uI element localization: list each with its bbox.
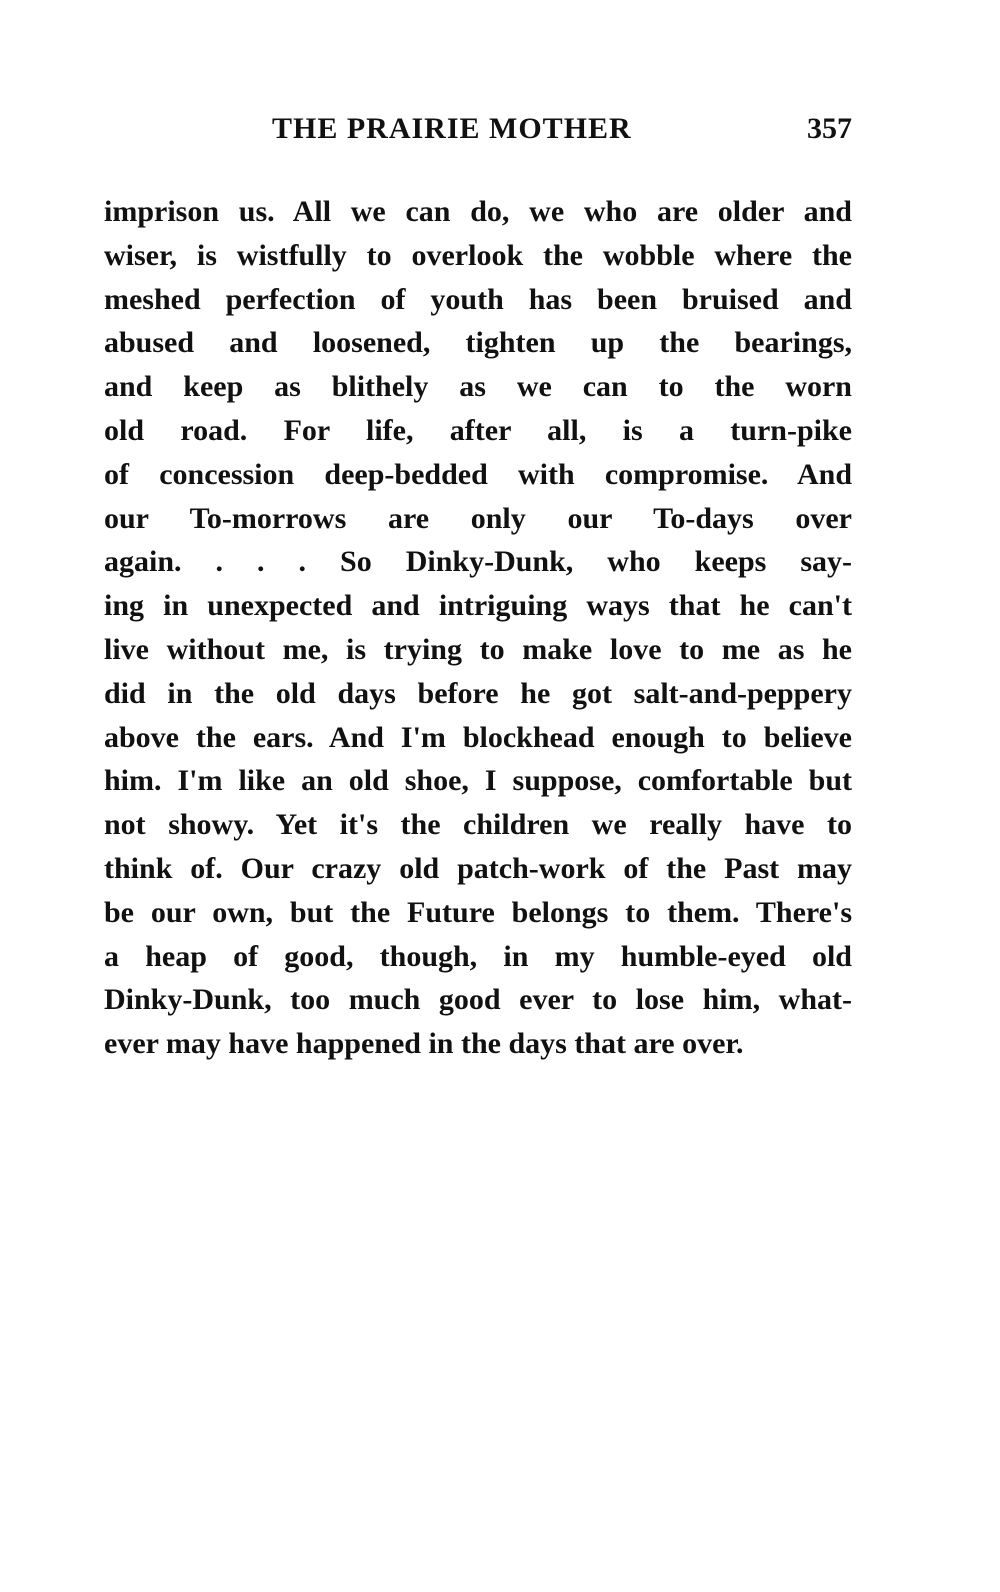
text-line: wiser, is wistfully to overlook the wobble where the (104, 238, 852, 272)
text-line: again. . . . So Dinky-Dunk, who keeps say- (104, 545, 852, 579)
text-line: old road. For life, after all, is a turn-pike (104, 413, 852, 447)
text-line: think of. Our crazy old patch-work of the Past may (104, 851, 852, 885)
text-line: did in the old days before he got salt-and-peppery (104, 676, 852, 710)
text-line: our To-morrows are only our To-days over (104, 501, 852, 535)
body-text (104, 190, 852, 1066)
running-head (104, 112, 852, 152)
text-line: not showy. Yet it's the children we really have to (104, 808, 852, 842)
text-line: ing in unexpected and intriguing ways that he can't (104, 589, 852, 623)
text-line: abused and loosened, tighten up the bearings, (104, 326, 852, 360)
text-line: meshed perfection of youth has been bruised and (104, 282, 852, 316)
text-line: be our own, but the Future belongs to them. There's (104, 895, 852, 929)
page-number: 357 (807, 112, 852, 145)
text-line: imprison us. All we can do, we who are older and (104, 195, 852, 228)
text-line: a heap of good, though, in my humble-eyed old (104, 939, 852, 973)
text-line: of concession deep-bedded with compromise. And (104, 457, 852, 491)
text-line: ever may have happened in the days that are over. (104, 1027, 744, 1061)
running-title: THE PRAIRIE MOTHER (272, 112, 632, 145)
text-line: him. I'm like an old shoe, I suppose, comfortable but (104, 764, 852, 798)
text-line: live without me, is trying to make love to me as he (104, 632, 852, 666)
text-line: Dinky-Dunk, too much good ever to lose him, what- (104, 983, 852, 1017)
text-line: above the ears. And I'm blockhead enough to believe (104, 720, 852, 754)
text-line: and keep as blithely as we can to the worn (104, 370, 852, 404)
